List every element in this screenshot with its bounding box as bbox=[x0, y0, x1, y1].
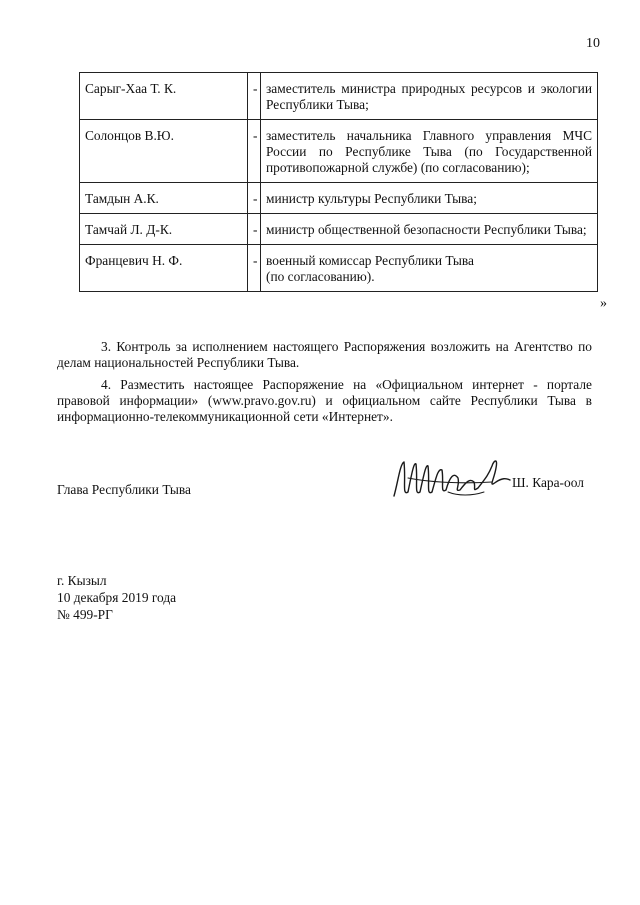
paragraph-4: 4. Разместить настоящее Распоряжение на «Официальном интернет - портале правовой информации» (www.pravo.gov.ru) и официальном сайте Республики Тыва в информационно-телекоммуникационной сети «Интернет». bbox=[57, 377, 592, 424]
member-role: министр общественной безопасности Республики Тыва; bbox=[261, 214, 598, 245]
closing-quote: » bbox=[600, 296, 607, 311]
member-name: Францевич Н. Ф. bbox=[80, 245, 248, 292]
signature-position: Глава Республики Тыва bbox=[57, 482, 191, 497]
member-role-line: (по согласованию). bbox=[266, 269, 375, 284]
member-role: заместитель министра природных ресурсов и экологии Республики Тыва; bbox=[261, 73, 598, 120]
table-row bbox=[80, 120, 598, 183]
table-row bbox=[80, 214, 598, 245]
member-role: заместитель начальника Главного управления МЧС России по Республике Тыва (по Государственной противопожарной службе) (по согласованию); bbox=[261, 120, 598, 183]
signer-name: Ш. Кара-оол bbox=[512, 475, 584, 490]
members-table bbox=[79, 72, 598, 292]
paragraph-3: 3. Контроль за исполнением настоящего Распоряжения возложить на Агентство по делам национальностей Республики Тыва. bbox=[57, 339, 592, 370]
member-dash: - bbox=[248, 183, 261, 214]
member-dash: - bbox=[248, 245, 261, 292]
member-name: Солонцов В.Ю. bbox=[80, 120, 248, 183]
member-role-line: военный комиссар Республики Тыва bbox=[266, 253, 474, 268]
signature-image bbox=[388, 452, 520, 508]
table-row bbox=[80, 183, 598, 214]
member-name: Тамдын А.К. bbox=[80, 183, 248, 214]
footer-number: № 499-РГ bbox=[57, 607, 113, 622]
table-row bbox=[80, 73, 598, 120]
footer-city: г. Кызыл bbox=[57, 573, 107, 588]
member-dash: - bbox=[248, 120, 261, 183]
footer-date: 10 декабря 2019 года bbox=[57, 590, 177, 605]
member-name: Сарыг-Хаа Т. К. bbox=[80, 73, 248, 120]
member-name: Тамчай Л. Д-К. bbox=[80, 214, 248, 245]
member-role: министр культуры Республики Тыва; bbox=[261, 183, 598, 214]
member-dash: - bbox=[248, 73, 261, 120]
member-role-cell bbox=[261, 245, 598, 292]
member-dash: - bbox=[248, 214, 261, 245]
page-number: 10 bbox=[586, 36, 600, 51]
table-row bbox=[80, 245, 598, 292]
